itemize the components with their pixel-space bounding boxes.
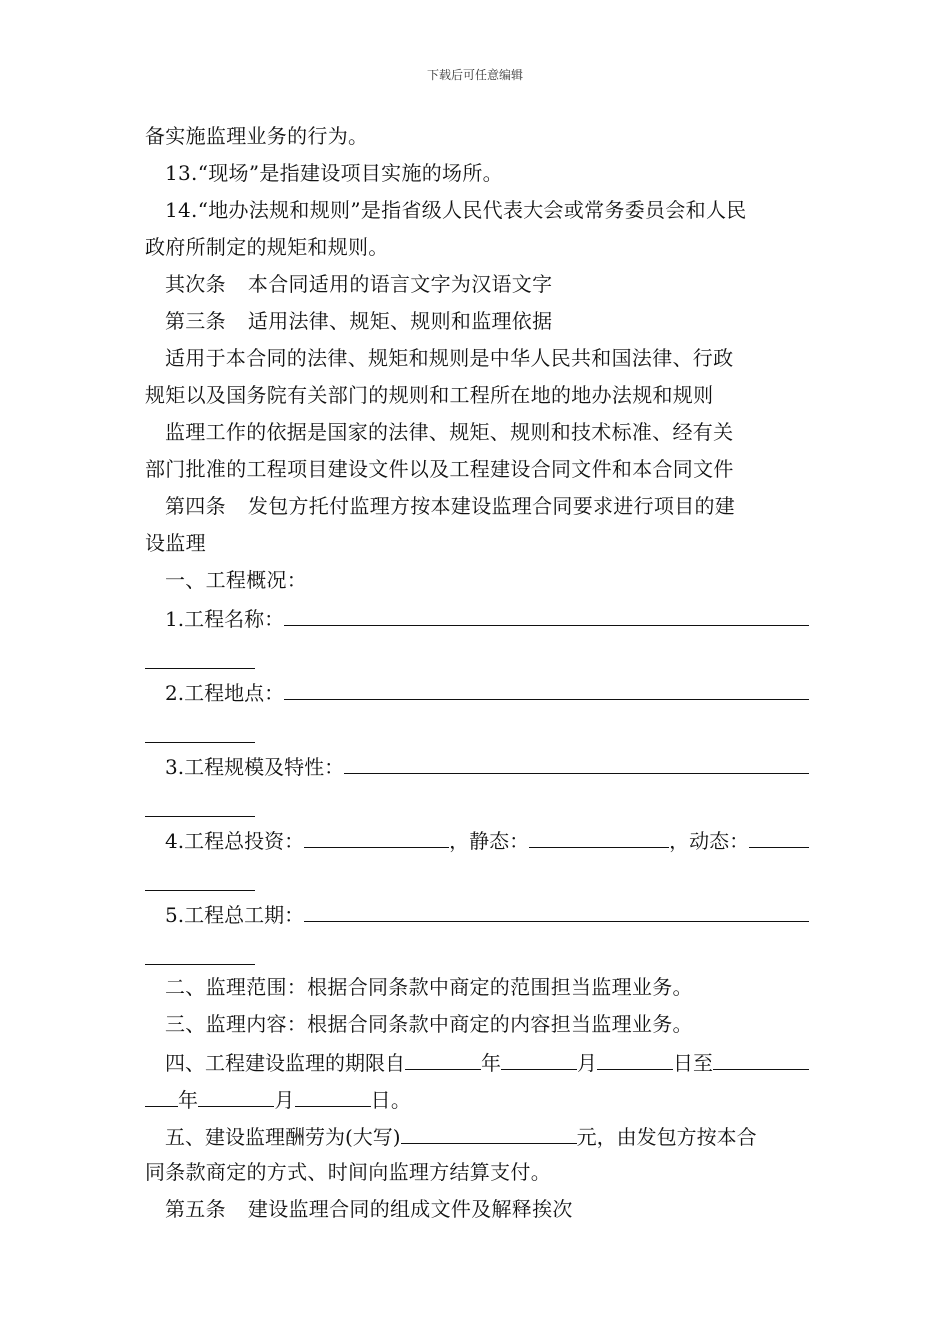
blank-line[interactable] xyxy=(501,1043,577,1070)
article-2 xyxy=(145,266,809,303)
blank-continuation xyxy=(145,636,809,673)
paragraph-line: 规矩以及国务院有关部门的规则和工程所在地的地办法规和规则 xyxy=(145,383,714,407)
blank-line[interactable] xyxy=(145,932,255,965)
supervision-period xyxy=(145,1043,809,1080)
blank-line[interactable] xyxy=(145,1080,178,1107)
blank-continuation xyxy=(145,932,809,969)
field-label: 五、建设监理酬劳为(大写) xyxy=(165,1125,401,1149)
blank-line[interactable] xyxy=(713,1043,809,1070)
article-title: 发包方托付监理方按本建设监理合同要求进行项目的建 xyxy=(247,494,736,518)
paragraph-line: 政府所制定的规矩和规则。 xyxy=(145,235,389,259)
blank-line[interactable] xyxy=(529,821,669,848)
paragraph-line: 备实施监理业务的行为。 xyxy=(145,124,369,148)
field-label: 月 xyxy=(577,1051,597,1075)
blank-line[interactable] xyxy=(401,1117,577,1144)
blank-line[interactable] xyxy=(145,636,255,669)
blank-line[interactable] xyxy=(304,895,809,922)
field-label: 元，由发包方按本合 xyxy=(576,1125,757,1149)
blank-line[interactable] xyxy=(284,673,809,700)
supervision-fee xyxy=(145,1117,809,1154)
article-number: 第四条 xyxy=(165,494,226,518)
paragraph-line: 监理工作的依据是国家的法律、规矩、规则和技术标准、经有关 xyxy=(165,420,734,444)
project-name-field xyxy=(145,599,809,636)
blank-line[interactable] xyxy=(749,821,809,848)
field-label: 4.工程总投资： xyxy=(165,829,305,853)
article-4 xyxy=(145,488,809,525)
field-label: 1.工程名称： xyxy=(165,607,285,631)
definition-13: 13.“现场”是指建设项目实施的场所。 xyxy=(165,161,503,185)
field-label: 3.工程规模及特性： xyxy=(165,755,345,779)
blank-line[interactable] xyxy=(145,858,255,891)
section-heading: 一、工程概况： xyxy=(165,568,308,592)
blank-continuation xyxy=(145,858,809,895)
project-duration-field xyxy=(145,895,809,932)
project-scale-field xyxy=(145,747,809,784)
document-body xyxy=(145,118,809,1228)
blank-continuation xyxy=(145,784,809,821)
blank-line[interactable] xyxy=(597,1043,673,1070)
field-label: 四、工程建设监理的期限自 xyxy=(165,1051,405,1075)
project-investment-field xyxy=(145,821,809,858)
supervision-content: 三、监理内容：根据合同条款中商定的内容担当监理业务。 xyxy=(165,1012,693,1036)
blank-line[interactable] xyxy=(145,710,255,743)
field-label: 5.工程总工期： xyxy=(165,903,305,927)
paragraph-line: 同条款商定的方式、时间向监理方结算支付。 xyxy=(145,1160,551,1184)
field-label: ，动态： xyxy=(669,829,750,853)
field-label: 年 xyxy=(178,1088,199,1112)
paragraph-line: 部门批准的工程项目建设文件以及工程建设合同文件和本合同文件 xyxy=(145,457,734,481)
article-title: 适用法律、规矩、规则和监理依据 xyxy=(247,309,553,333)
paragraph-line: 适用于本合同的法律、规矩和规则是中华人民共和国法律、行政 xyxy=(165,346,734,370)
project-location-field xyxy=(145,673,809,710)
field-label: 日至 xyxy=(673,1051,713,1075)
supervision-period-cont xyxy=(145,1080,809,1117)
article-3 xyxy=(145,303,809,340)
blank-line[interactable] xyxy=(295,1080,371,1107)
blank-line[interactable] xyxy=(405,1043,481,1070)
paragraph-line: 设监理 xyxy=(145,531,206,555)
blank-line[interactable] xyxy=(344,747,809,774)
field-label: 月 xyxy=(274,1088,295,1112)
article-number: 第三条 xyxy=(165,309,226,333)
supervision-scope: 二、监理范围：根据合同条款中商定的范围担当监理业务。 xyxy=(165,975,693,999)
field-label: 年 xyxy=(481,1051,501,1075)
blank-line[interactable] xyxy=(304,821,449,848)
article-title: 本合同适用的语言文字为汉语文字 xyxy=(247,272,553,296)
article-number: 其次条 xyxy=(165,272,226,296)
blank-line[interactable] xyxy=(198,1080,274,1107)
definition-14: 14.“地办法规和规则”是指省级人民代表大会或常务委员会和人民 xyxy=(165,198,747,222)
blank-line[interactable] xyxy=(145,784,255,817)
article-5 xyxy=(145,1191,809,1228)
page-header: 下载后可任意编辑 xyxy=(426,68,523,82)
article-title: 建设监理合同的组成文件及解释挨次 xyxy=(247,1197,573,1221)
blank-line[interactable] xyxy=(284,599,809,626)
field-label: ，静态： xyxy=(449,829,530,853)
article-number: 第五条 xyxy=(165,1197,226,1221)
field-label: 日。 xyxy=(370,1088,412,1112)
blank-continuation xyxy=(145,710,809,747)
field-label: 2.工程地点： xyxy=(165,681,285,705)
